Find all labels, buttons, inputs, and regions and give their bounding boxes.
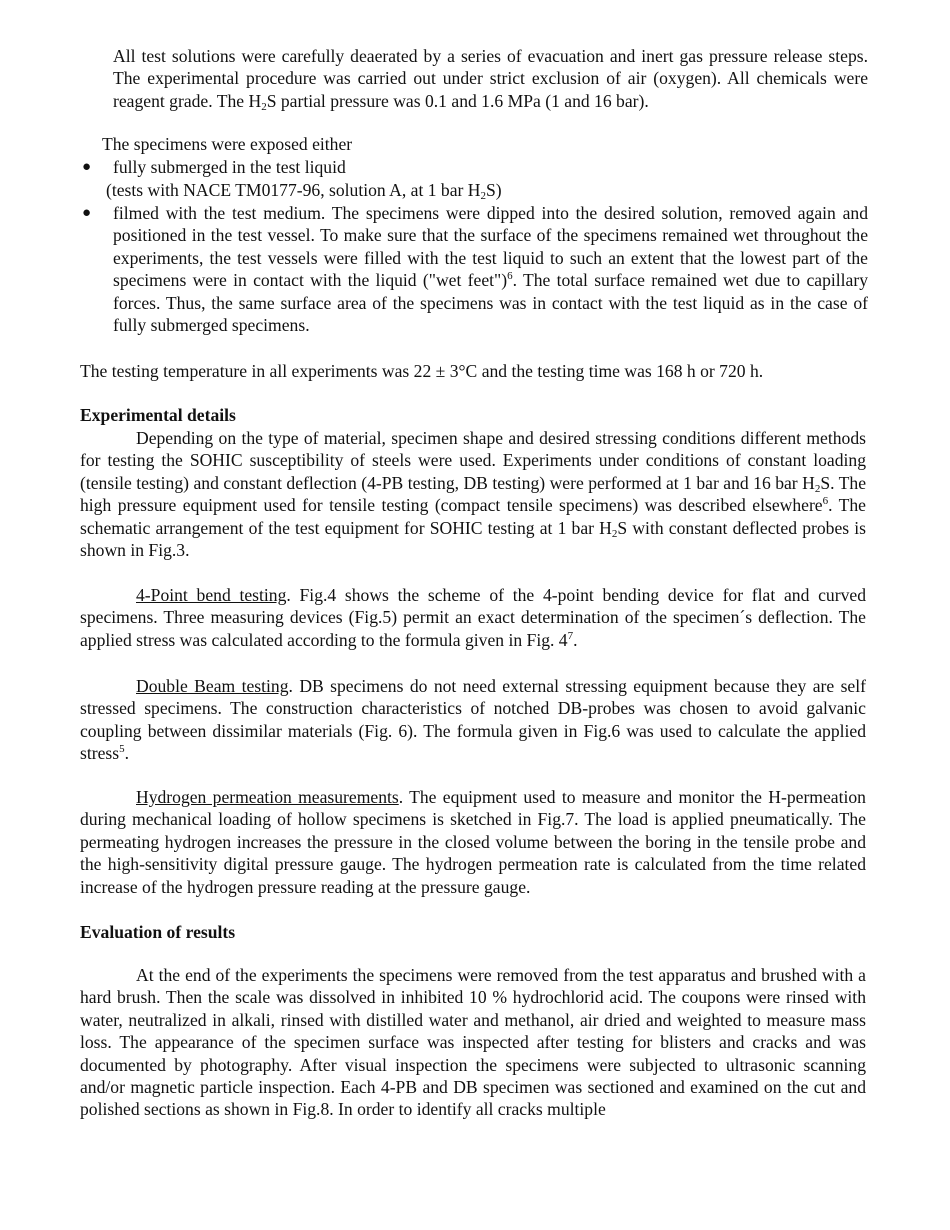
- hydrogen-permeation-paragraph: Hydrogen permeation measurements. The equipment used to measure and monitor the H-permeation during mechanical loading of hollow specimens is sketched in Fig.7. The load is applied pneumatically. The permeating hydrogen increases the pressure in the closed volume between the boring in the tensile probe and the high-sensitivity digital pressure gauge. The hydrogen permeation rate is calculated from the time related increase of the hydrogen pressure reading at the pressure gauge.: [80, 787, 866, 897]
- double-beam-title: Double Beam testing: [136, 676, 289, 696]
- double-beam-paragraph: Double Beam testing. DB specimens do not need external stressing equipment because they are self stressed specimens. The construction characteristics of notched DB-probes was chosen to avoid galvanic coupling between dissimilar materials (Fig. 6). The formula given in Fig.6 was used to calculate the applied stress$^5$.: [80, 676, 866, 764]
- heading-experimental-details: Experimental details: [80, 405, 236, 425]
- four-point-bend-title: 4-Point bend testing: [136, 585, 287, 605]
- exposure-item-filmed: filmed with the test medium. The specimens were dipped into the desired solution, removed again and positioned in the test vessel. To make sure that the surface of the specimens remained wet throughout the experiments, the test vessels were filled with the test liquid to such an extent that the lowest part of the specimens were in contact with the liquid ("wet feet")$^6$. The total surface remained wet due to capillary forces. Thus, the same surface area of the specimens was in contact with the test liquid as in the case of fully submerged specimens.: [113, 203, 868, 336]
- temperature-statement: The testing temperature in all experiments was 22 ± 3°C and the testing time was 168 h or 720 h.: [80, 361, 764, 381]
- hydrogen-permeation-title: Hydrogen permeation measurements: [136, 787, 399, 807]
- evaluation-paragraph: At the end of the experiments the specimens were removed from the test apparatus and brushed with a hard brush. Then the scale was dissolved in inhibited 10 % hydrochlorid acid. The coupons were rinsed with water, neutralized in alkali, rinsed with distilled water and methanol, air dried and weighted to measure mass loss. The appearance of the specimen surface was inspected after testing for blisters and cracks and was documented by photography. After visual inspection the specimens were subjected to ultrasonic scanning and/or magnetic particle inspection. Each 4-PB and DB specimen was sectioned and examined on the cut and polished sections as shown in Fig.8. In order to identify all cracks multiple: [80, 965, 866, 1120]
- heading-evaluation-of-results: Evaluation of results: [80, 922, 236, 942]
- exposure-item-note: (tests with NACE TM0177-96, solution A, at 1 bar $H_2S$): [106, 180, 502, 202]
- intro-paragraph: All test solutions were carefully deaerated by a series of evacuation and inert gas pressure release steps. The experimental procedure was carried out under strict exclusion of air (oxygen). All chemicals were reagent grade. The $H_2S$ partial pressure was 0.1 and 1.6 MPa (1 and 16 bar).: [113, 46, 868, 113]
- four-point-bend-paragraph: 4-Point bend testing. Fig.4 shows the scheme of the 4-point bending device for flat and curved specimens. Three measuring devices (Fig.5) permit an exact determination of the specimen´s deflection. The applied stress was calculated according to the formula given in Fig. $4^7$.: [80, 585, 866, 650]
- exposure-lead: The specimens were exposed either: [102, 134, 353, 154]
- bullet-icon: ●: [82, 205, 92, 221]
- experimental-paragraph: Depending on the type of material, specimen shape and desired stressing conditions different methods for testing the SOHIC susceptibility of steels were used. Experiments under conditions of constant loading (tensile testing) and constant deflection (4-PB testing, DB testing) were performed at 1 bar and 16 bar $H_2S$. The high pressure equipment used for tensile testing (compact tensile specimens) was described elsewhere$^6$. The schematic arrangement of the test equipment for SOHIC testing at 1 bar $H_2S$ with constant deflected probes is shown in Fig.3.: [80, 428, 867, 561]
- exposure-item-submerged: fully submerged in the test liquid: [113, 157, 346, 177]
- bullet-icon: ●: [82, 159, 92, 175]
